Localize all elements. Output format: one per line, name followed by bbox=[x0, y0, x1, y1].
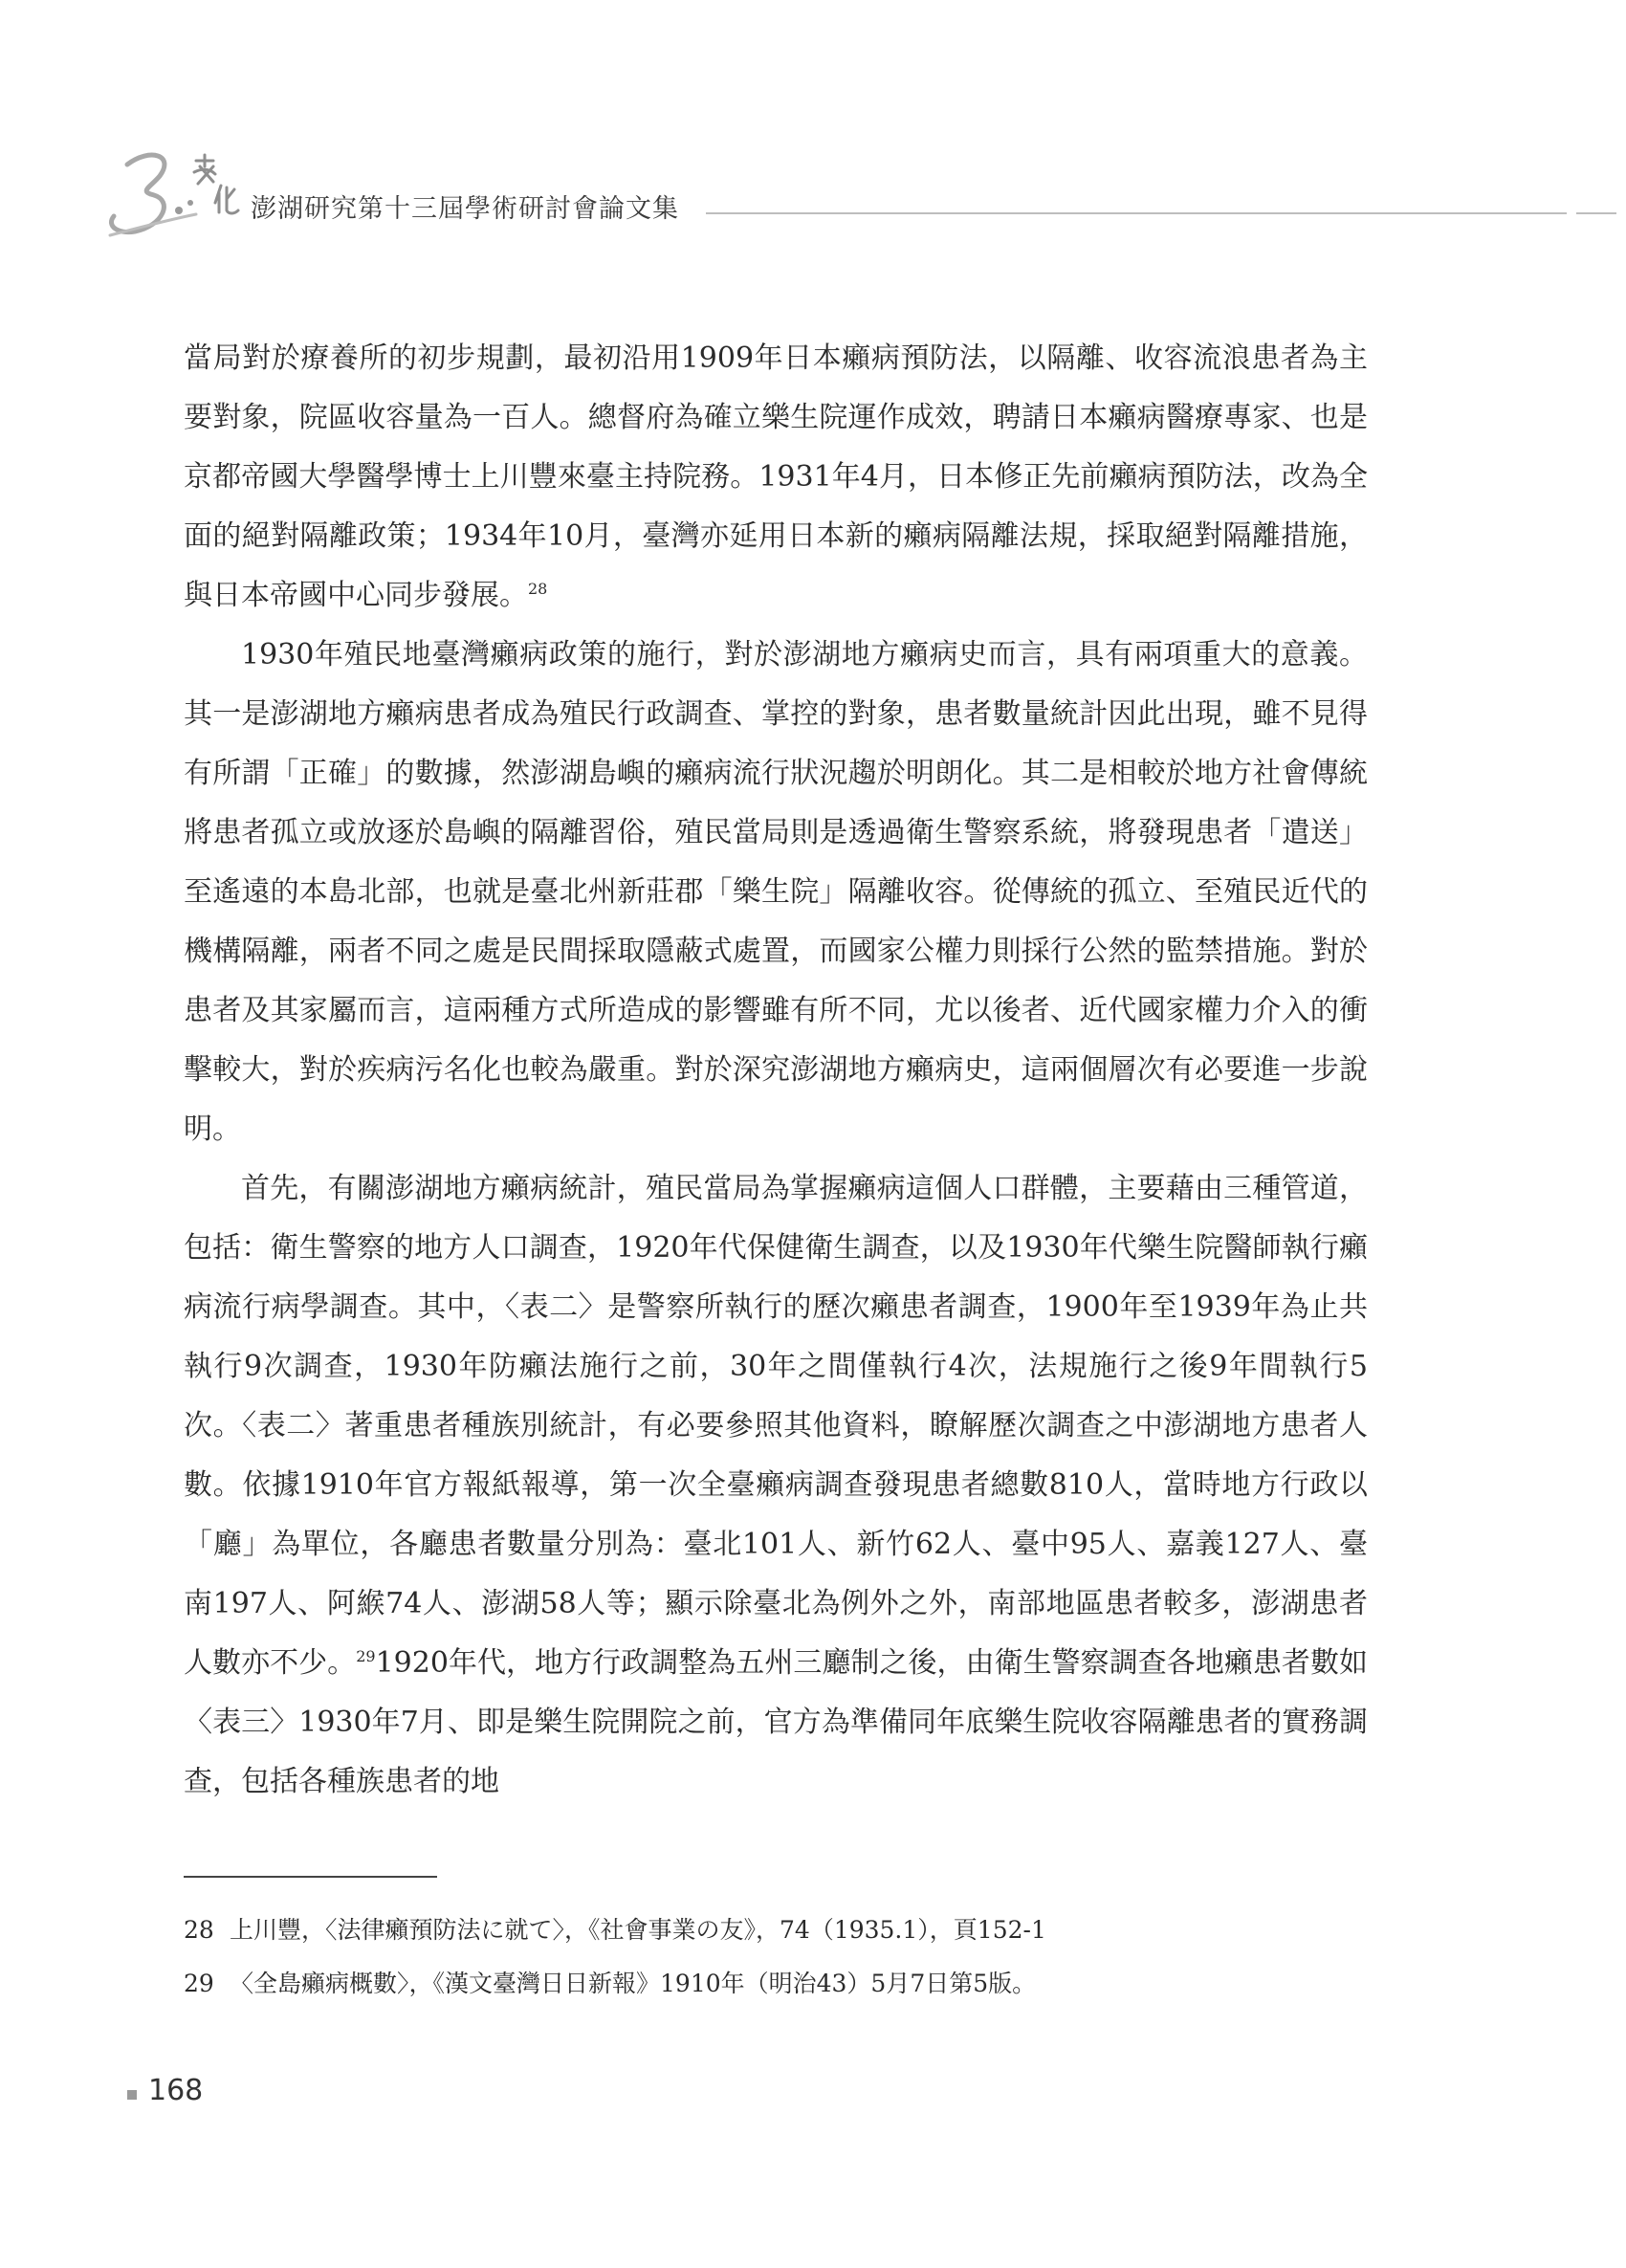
paragraph-3 bbox=[184, 1159, 1368, 1812]
footnote-number: 28 bbox=[184, 1916, 214, 1944]
footnote-item bbox=[184, 1957, 1370, 2011]
series-title: 澎湖研究第十三屆學術研討會論文集 bbox=[251, 194, 679, 224]
footnote-divider bbox=[184, 1876, 437, 1878]
page-marker bbox=[127, 2090, 137, 2100]
paragraph-1 bbox=[184, 329, 1368, 626]
paragraph-text: 首先，有關澎湖地方癩病統計，殖民當局為掌握癩病這個人口群體，主要藉由三種管道，包括：衛生警察的地方人口調查，1920年代保健衛生調查，以及1930年代樂生院醫師執行癩病流行病學調查。其中，〈表二〉是警察所執行的歷次癩患者調查，1900年至1939年為止共執行9次調查，1930年防癩法施行之前，30年之間僅執行4次，法規施行之後9年間執行5次。〈表二〉著重患者種族別統計，有必要參照其他資料，瞭解歷次調查之中澎湖地方患者人數。依據1910年官方報紙報導，第一次全臺癩病調查發現患者總數810人，當時地方行政以「廳」為單位，各廳患者數量分別為：臺北101人、新竹62人、臺中95人、嘉義127人、臺南197人、阿緱74人、澎湖58人等；顯示除臺北為例外之外，南部地區患者較多，澎湖患者人數亦不少。 bbox=[184, 1172, 1368, 1680]
footnote-number: 29 bbox=[184, 1970, 214, 1997]
footnote-ref-28[interactable]: 28 bbox=[528, 580, 548, 598]
page-number: 168 bbox=[148, 2074, 204, 2107]
footnote-ref-29[interactable]: 29 bbox=[356, 1647, 376, 1665]
paragraph-text: 當局對於療養所的初步規劃，最初沿用1909年日本癩病預防法，以隔離、收容流浪患者為主要對象，院區收容量為一百人。總督府為確立樂生院運作成效，聘請日本癩病醫療專家、也是京都帝國大學醫學博士上川豐來臺主持院務。1931年4月，日本修正先前癩病預防法，改為全面的絕對隔離政策；1934年10月，臺灣亦延用日本新的癩病隔離法規，採取絕對隔離措施，與日本帝國中心同步發展。 bbox=[184, 341, 1368, 612]
footnote-text: 上川豐，〈法律癩預防法に就て〉，《社會事業の友》，74（1935.1），頁152-1 bbox=[230, 1916, 1046, 1944]
header-rule-tail bbox=[1576, 212, 1616, 214]
footnote-item bbox=[184, 1904, 1370, 1957]
footnote-text: 〈全島癩病概數〉，《漢文臺灣日日新報》1910年（明治43）5月7日第5版。 bbox=[230, 1970, 1037, 1997]
paragraph-text-continued: 1920年代，地方行政調整為五州三廳制之後，由衛生警察調查各地癩患者數如〈表三〉1930年7月、即是樂生院開院之前，官方為準備同年底樂生院收容隔離患者的實務調查，包括各種族患者的地 bbox=[184, 1646, 1368, 1798]
main-text bbox=[184, 329, 1368, 1812]
page-header bbox=[0, 0, 1626, 249]
paragraph-2 bbox=[184, 626, 1368, 1159]
header-rule bbox=[706, 212, 1567, 214]
paragraph-text: 1930年殖民地臺灣癩病政策的施行，對於澎湖地方癩病史而言，具有兩項重大的意義。其一是澎湖地方癩病患者成為殖民行政調查、掌控的對象，患者數量統計因此出現，雖不見得有所謂「正確」的數據，然澎湖島嶼的癩病流行狀況趨於明朗化。其二是相較於地方社會傳統將患者孤立或放逐於島嶼的隔離習俗，殖民當局則是透過衛生警察系統，將發現患者「遣送」至遙遠的本島北部，也就是臺北州新莊郡「樂生院」隔離收容。從傳統的孤立、至殖民近代的機構隔離，兩者不同之處是民間採取隱蔽式處置，而國家公權力則採行公然的監禁措施。對於患者及其家屬而言，這兩種方式所造成的影響雖有所不同，尤以後者、近代國家權力介入的衝擊較大，對於疾病污名化也較為嚴重。對於深究澎湖地方癩病史，這兩個層次有必要進一步說明。 bbox=[184, 638, 1368, 1146]
calligraphy-logo-icon bbox=[100, 143, 273, 239]
footnotes bbox=[184, 1904, 1370, 2011]
